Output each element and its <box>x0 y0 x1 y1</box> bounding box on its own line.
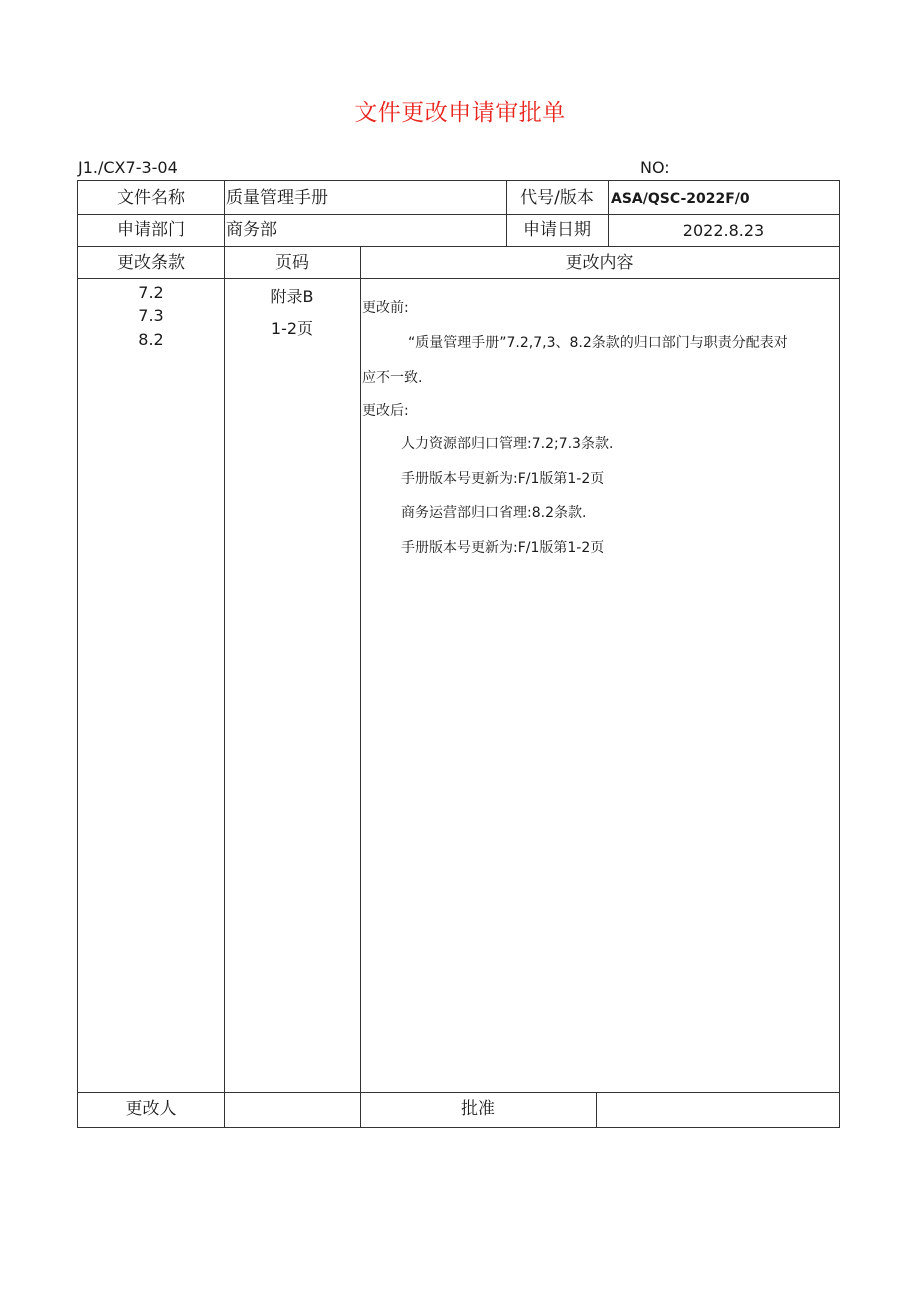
row-divider <box>78 214 839 215</box>
before-text-line1: “质量管理手册”7.2,7,3、8.2条款的归口部门与职责分配表对 <box>408 335 788 351</box>
page-header: 页码 <box>275 253 309 273</box>
row-divider <box>78 278 839 279</box>
file-name-value: 质量管理手册 <box>226 188 328 208</box>
form-number-label: NO: <box>640 158 670 177</box>
form-code: J1./CX7-3-04 <box>78 158 178 177</box>
code-version-label: 代号/版本 <box>520 188 594 208</box>
page-ref: 附录B <box>270 287 314 306</box>
clause-item: 8.2 <box>138 330 164 349</box>
changer-signature-field[interactable] <box>226 1101 356 1121</box>
clause-header: 更改条款 <box>117 253 185 273</box>
after-item: 商务运营部归口省理:8.2条款. <box>401 505 587 521</box>
code-version-value: ASA/QSC-2022F/0 <box>611 191 750 207</box>
clause-item: 7.3 <box>138 306 164 325</box>
after-label: 更改后: <box>362 403 409 419</box>
row-divider <box>78 1092 839 1093</box>
column-divider <box>596 1092 597 1127</box>
changer-label: 更改人 <box>125 1099 177 1119</box>
before-label: 更改前: <box>362 300 409 316</box>
row-divider <box>78 246 839 247</box>
approve-signature-field[interactable] <box>600 1101 835 1121</box>
column-divider <box>360 246 361 1127</box>
document-title: 文件更改申请审批单 <box>354 100 566 126</box>
clause-item: 7.2 <box>138 283 164 302</box>
after-item: 手册版本号更新为:F/1版第1-2页 <box>401 471 605 487</box>
content-header: 更改内容 <box>565 253 634 273</box>
department-value: 商务部 <box>226 220 277 240</box>
approval-form-table <box>77 180 840 1128</box>
approve-label: 批准 <box>461 1099 495 1119</box>
date-label: 申请日期 <box>523 220 591 240</box>
after-item: 手册版本号更新为:F/1版第1-2页 <box>401 540 605 556</box>
before-text-line2: 应不一致. <box>362 370 423 386</box>
file-name-label: 文件名称 <box>117 188 185 208</box>
department-label: 申请部门 <box>117 220 185 240</box>
date-value: 2022.8.23 <box>682 221 765 240</box>
page-ref: 1-2页 <box>270 319 314 338</box>
after-item: 人力资源部归口管理:7.2;7.3条款. <box>401 436 614 452</box>
